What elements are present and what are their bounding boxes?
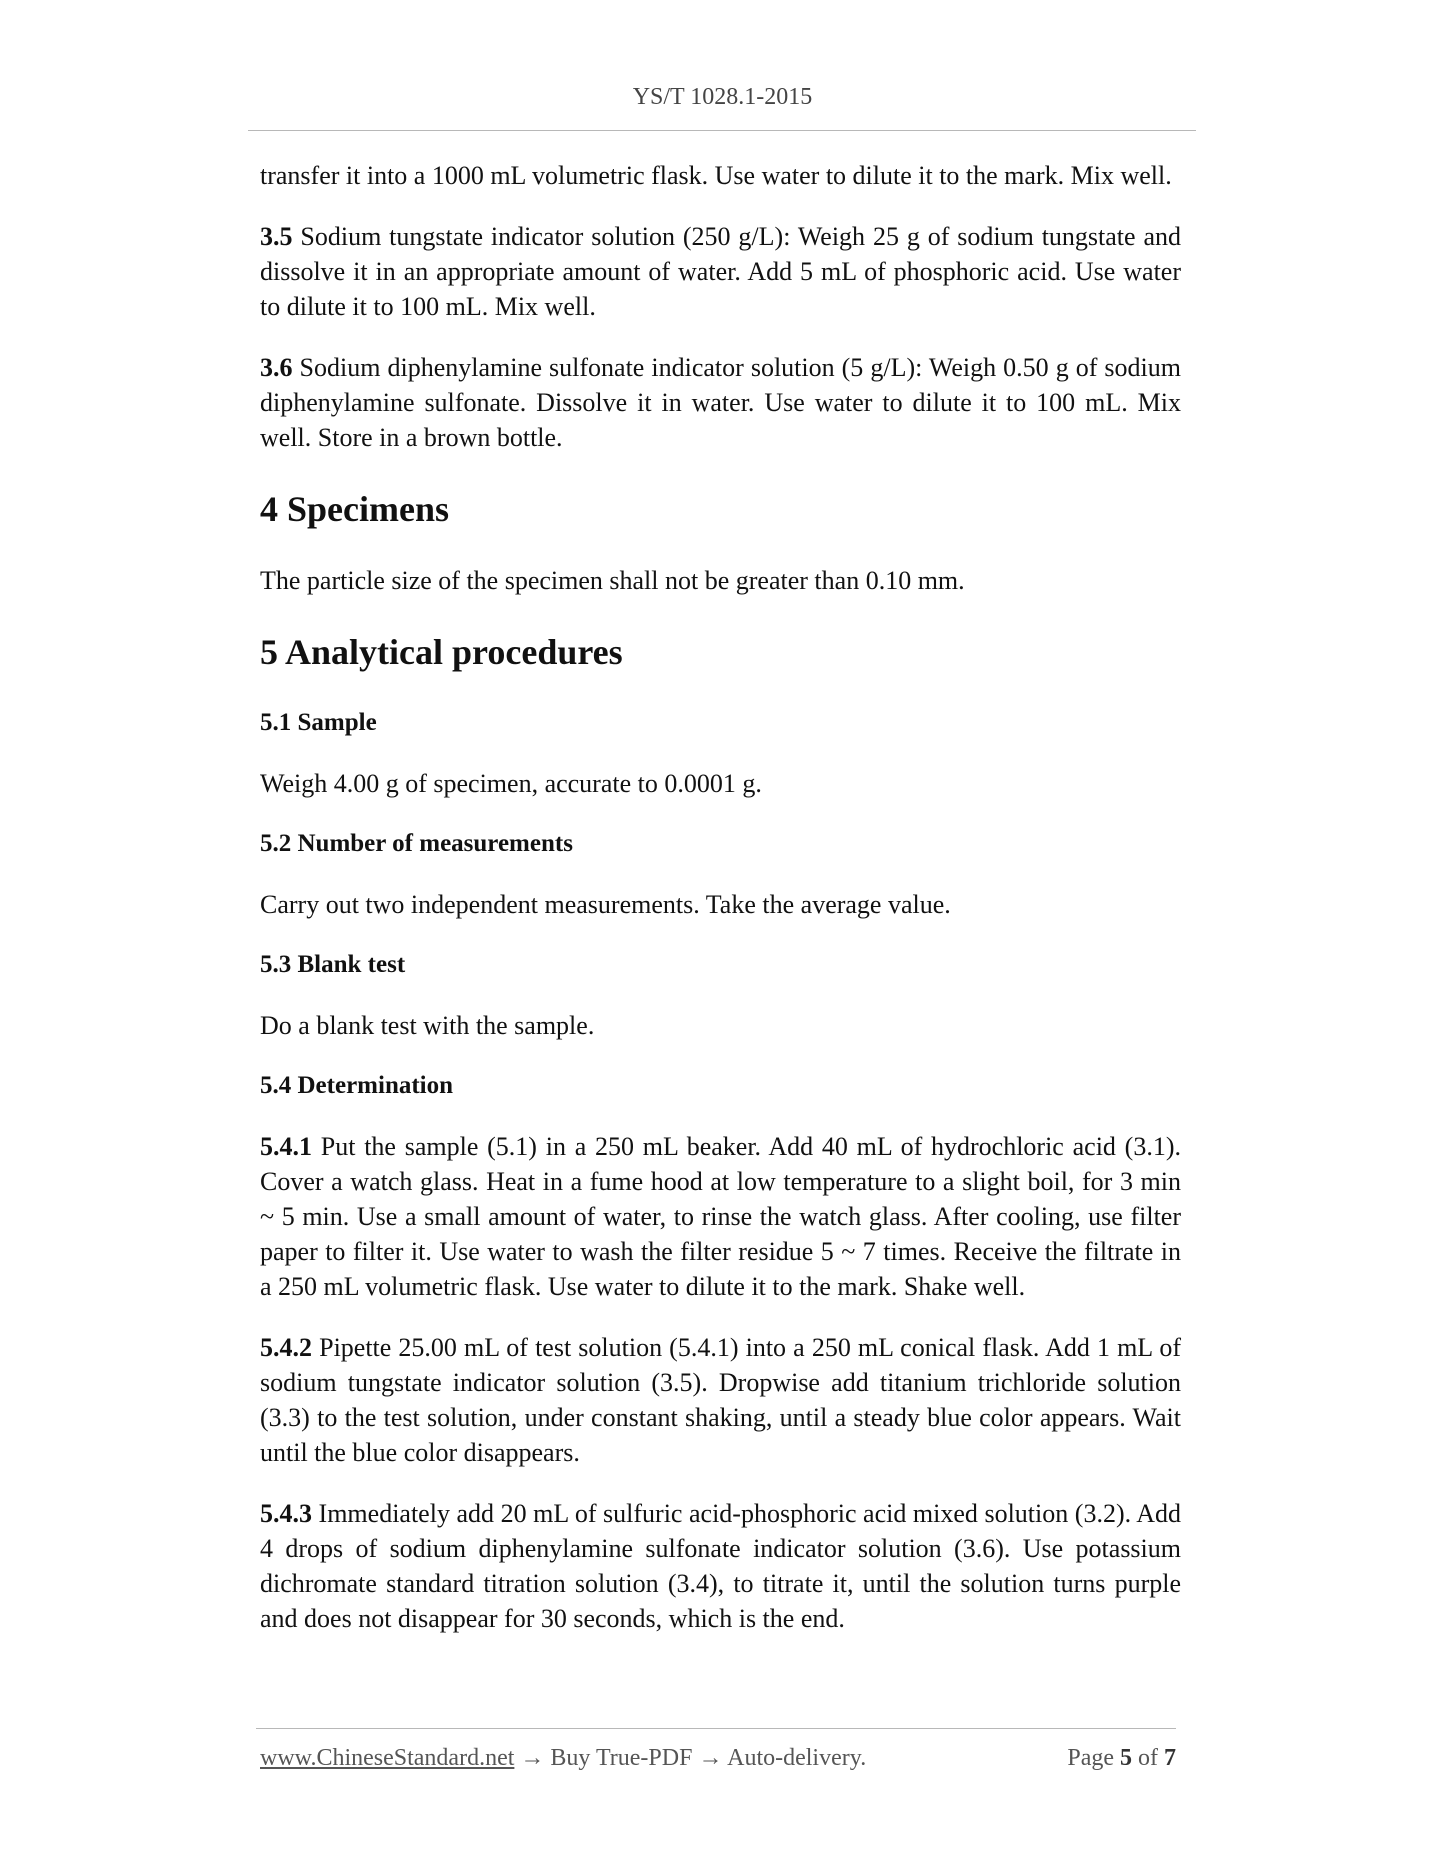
paragraph-5-1: Weigh 4.00 g of specimen, accurate to 0.0001 g. xyxy=(260,769,762,798)
heading-5-2-number-of-measurements: 5.2 Number of measurements xyxy=(260,830,573,857)
paragraph-specimens: The particle size of the specimen shall not be greater than 0.10 mm. xyxy=(260,566,965,595)
clause-text: Put the sample (5.1) in a 250 mL beaker. Add 40 mL of hydrochloric acid (3.1). Cover a watch glass. Heat in a fume hood at low temperature to a slight boil, for 3 min ~ 5 min. Use a small amount of water, to rinse the watch glass. After cooling, use filter paper to filter it. Use water to wash the filter residue 5 ~ 7 times. Receive the filtrate in a 250 mL volumetric flask. Use water to dilute it to the mark. Shake well. xyxy=(260,1132,1181,1301)
heading-5-3-blank-test: 5.3 Blank test xyxy=(260,951,406,978)
heading-5-4-determination: 5.4 Determination xyxy=(260,1072,454,1099)
paragraph-5-4-1 xyxy=(260,1129,1181,1304)
clause-text: Sodium tungstate indicator solution (250 g/L): Weigh 25 g of sodium tungstate and dissolve it in an appropriate amount of water. Add 5 mL of phosphoric acid. Use water to dilute it to 100 mL. Mix well. xyxy=(260,222,1181,321)
paragraph-continuation: transfer it into a 1000 mL volumetric flask. Use water to dilute it to the mark. Mix well. xyxy=(260,161,1172,190)
page-of: of xyxy=(1132,1745,1164,1771)
heading-4-specimens: 4 Specimens xyxy=(260,489,449,529)
paragraph-5-4-3 xyxy=(260,1496,1181,1636)
paragraph-5-2: Carry out two independent measurements. Take the average value. xyxy=(260,890,951,919)
page-prefix: Page xyxy=(1067,1745,1120,1771)
paragraph-3-5 xyxy=(260,219,1181,324)
page-header-title: YS/T 1028.1-2015 xyxy=(632,84,813,110)
chinesestandard-link[interactable]: www.ChineseStandard.net xyxy=(260,1745,515,1771)
heading-5-analytical-procedures: 5 Analytical procedures xyxy=(260,632,623,672)
clause-text: Pipette 25.00 mL of test solution (5.4.1) into a 250 mL conical flask. Add 1 mL of sodium tungstate indicator solution (3.5). Dropwise add titanium trichloride solution (3.3) to the test solution, under constant shaking, until a steady blue color appears. Wait until the blue color disappears. xyxy=(260,1333,1181,1467)
heading-5-1-sample: 5.1 Sample xyxy=(260,709,377,736)
header-divider xyxy=(248,130,1196,131)
page-number xyxy=(1067,1745,1176,1772)
footer-divider xyxy=(256,1728,1176,1729)
footer-promo-text: → Buy True-PDF → Auto-delivery. xyxy=(514,1745,867,1771)
page-total: 7 xyxy=(1164,1745,1176,1771)
paragraph-3-6 xyxy=(260,350,1181,455)
clause-number: 3.5 xyxy=(260,222,293,251)
clause-text: Sodium diphenylamine sulfonate indicator solution (5 g/L): Weigh 0.50 g of sodium diphenylamine sulfonate. Dissolve it in water. Use water to dilute it to 100 mL. Mix well. Store in a brown bottle. xyxy=(260,353,1181,452)
clause-number: 3.6 xyxy=(260,353,293,382)
paragraph-5-3: Do a blank test with the sample. xyxy=(260,1011,595,1040)
clause-number: 5.4.3 xyxy=(260,1499,312,1528)
paragraph-5-4-2 xyxy=(260,1330,1181,1470)
document-body xyxy=(260,158,1181,1636)
page-current: 5 xyxy=(1120,1745,1132,1771)
clause-number: 5.4.1 xyxy=(260,1132,312,1161)
footer-promo xyxy=(260,1745,866,1772)
clause-text: Immediately add 20 mL of sulfuric acid-phosphoric acid mixed solution (3.2). Add 4 drops of sodium diphenylamine sulfonate indicator solution (3.6). Use potassium dichromate standard titration solution (3.4), to titrate it, until the solution turns purple and does not disappear for 30 seconds, which is the end. xyxy=(260,1499,1181,1633)
clause-number: 5.4.2 xyxy=(260,1333,312,1362)
page-footer xyxy=(260,1745,1176,1779)
